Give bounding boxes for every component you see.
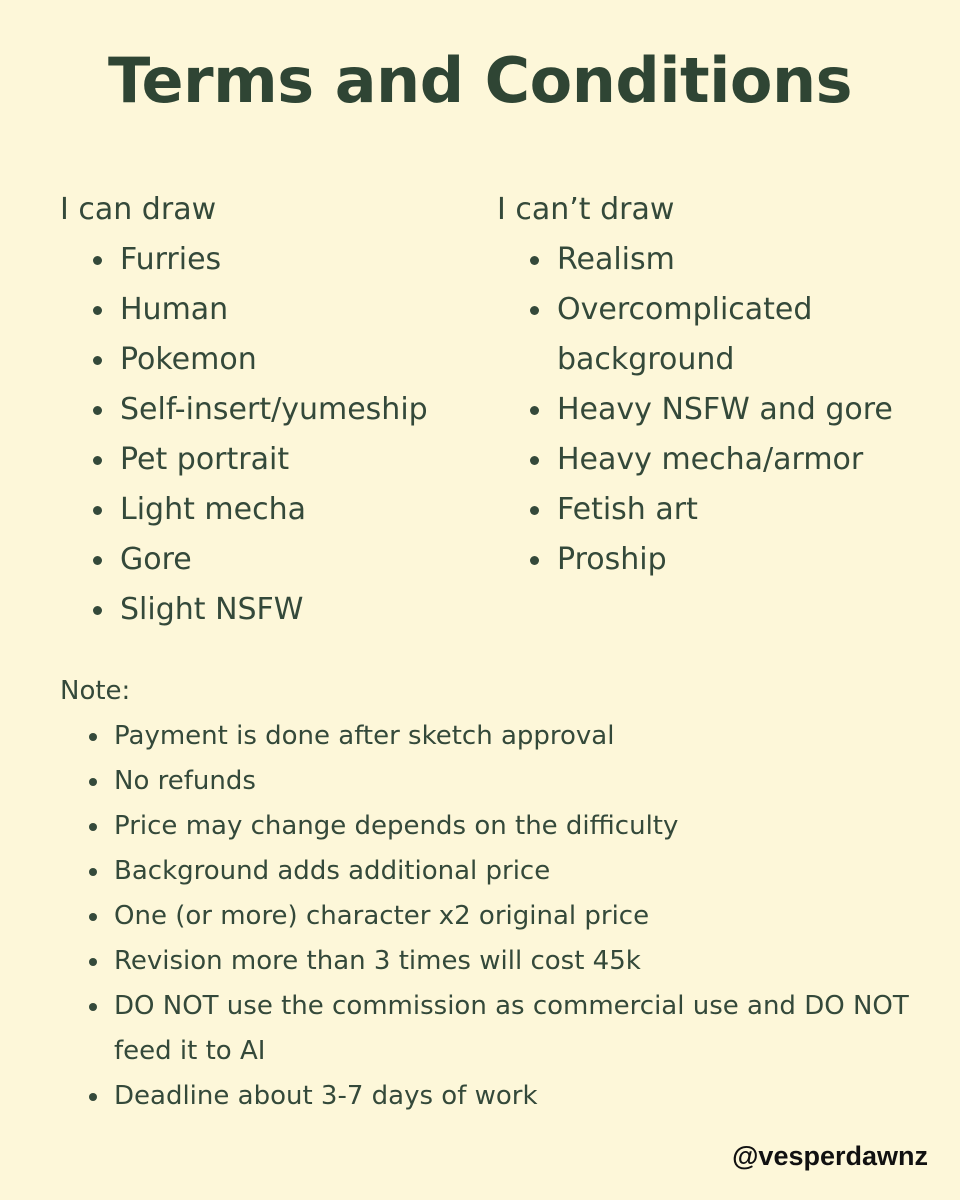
bullet-icon	[89, 1003, 97, 1011]
list-item	[497, 385, 937, 435]
author-handle: @vesperdawnz	[732, 1141, 928, 1171]
bullet-icon	[93, 506, 102, 515]
list-item-text: Proship	[557, 542, 667, 577]
list-item	[60, 535, 480, 585]
bullet-icon	[530, 256, 539, 265]
list-item-text: Heavy mecha/armor	[557, 442, 864, 477]
list-item	[60, 585, 480, 635]
bullet-icon	[89, 778, 97, 786]
list-item-text: No refunds	[114, 766, 256, 796]
bullet-icon	[89, 868, 97, 876]
list-item-text: Revision more than 3 times will cost 45k	[114, 946, 641, 976]
list-item-text: Overcomplicated background	[557, 292, 813, 377]
list-item-text: Price may change depends on the difficulty	[114, 811, 679, 841]
list-item-text: Heavy NSFW and gore	[557, 392, 893, 427]
list-item	[60, 894, 940, 939]
note-heading: Note:	[60, 676, 131, 706]
list-item-text: Gore	[120, 542, 192, 577]
list-item	[60, 485, 480, 535]
list-item-text: Human	[120, 292, 229, 327]
list-item	[60, 235, 480, 285]
bullet-icon	[93, 406, 102, 415]
list-item	[497, 235, 937, 285]
bullet-icon	[89, 958, 97, 966]
list-item-text: One (or more) character x2 original price	[114, 901, 650, 931]
list-item-text: Deadline about 3-7 days of work	[114, 1081, 538, 1111]
bullet-icon	[93, 456, 102, 465]
bullet-icon	[93, 306, 102, 315]
cant-draw-list	[497, 235, 937, 585]
list-item	[60, 335, 480, 385]
note-list	[60, 714, 940, 1119]
cant-draw-section	[497, 185, 937, 585]
list-item-text: Realism	[557, 242, 675, 277]
list-item	[60, 714, 940, 759]
list-item	[60, 759, 940, 804]
list-item	[497, 435, 937, 485]
note-section	[60, 668, 940, 1119]
list-item	[60, 1074, 940, 1119]
bullet-icon	[530, 406, 539, 415]
list-item-text: Self-insert/yumeship	[120, 392, 428, 427]
list-item-text: Pet portrait	[120, 442, 290, 477]
can-draw-heading: I can draw	[60, 192, 217, 227]
bullet-icon	[93, 356, 102, 365]
list-item-text: DO NOT use the commission as commercial use and DO NOT feed it to AI	[114, 991, 909, 1066]
bullet-icon	[530, 456, 539, 465]
list-item	[60, 939, 940, 984]
list-item-text: Light mecha	[120, 492, 306, 527]
bullet-icon	[93, 256, 102, 265]
list-item	[60, 984, 940, 1074]
bullet-icon	[530, 556, 539, 565]
list-item-text: Fetish art	[557, 492, 698, 527]
list-item-text: Pokemon	[120, 342, 257, 377]
list-item-text: Payment is done after sketch approval	[114, 721, 615, 751]
can-draw-section	[60, 185, 480, 635]
bullet-icon	[89, 733, 97, 741]
list-item	[497, 285, 937, 385]
list-item-text: Slight NSFW	[120, 592, 304, 627]
bullet-icon	[93, 556, 102, 565]
list-item	[60, 804, 940, 849]
bullet-icon	[93, 606, 102, 615]
cant-draw-heading: I can’t draw	[497, 192, 675, 227]
list-item-text: Background adds additional price	[114, 856, 551, 886]
list-item	[60, 285, 480, 335]
list-item	[497, 485, 937, 535]
list-item	[60, 385, 480, 435]
can-draw-list	[60, 235, 480, 635]
bullet-icon	[89, 913, 97, 921]
list-item-text: Furries	[120, 242, 222, 277]
list-item	[60, 435, 480, 485]
bullet-icon	[89, 823, 97, 831]
page-title: Terms and Conditions	[107, 44, 853, 117]
bullet-icon	[530, 306, 539, 315]
bullet-icon	[89, 1093, 97, 1101]
list-item	[497, 535, 937, 585]
bullet-icon	[530, 506, 539, 515]
list-item	[60, 849, 940, 894]
